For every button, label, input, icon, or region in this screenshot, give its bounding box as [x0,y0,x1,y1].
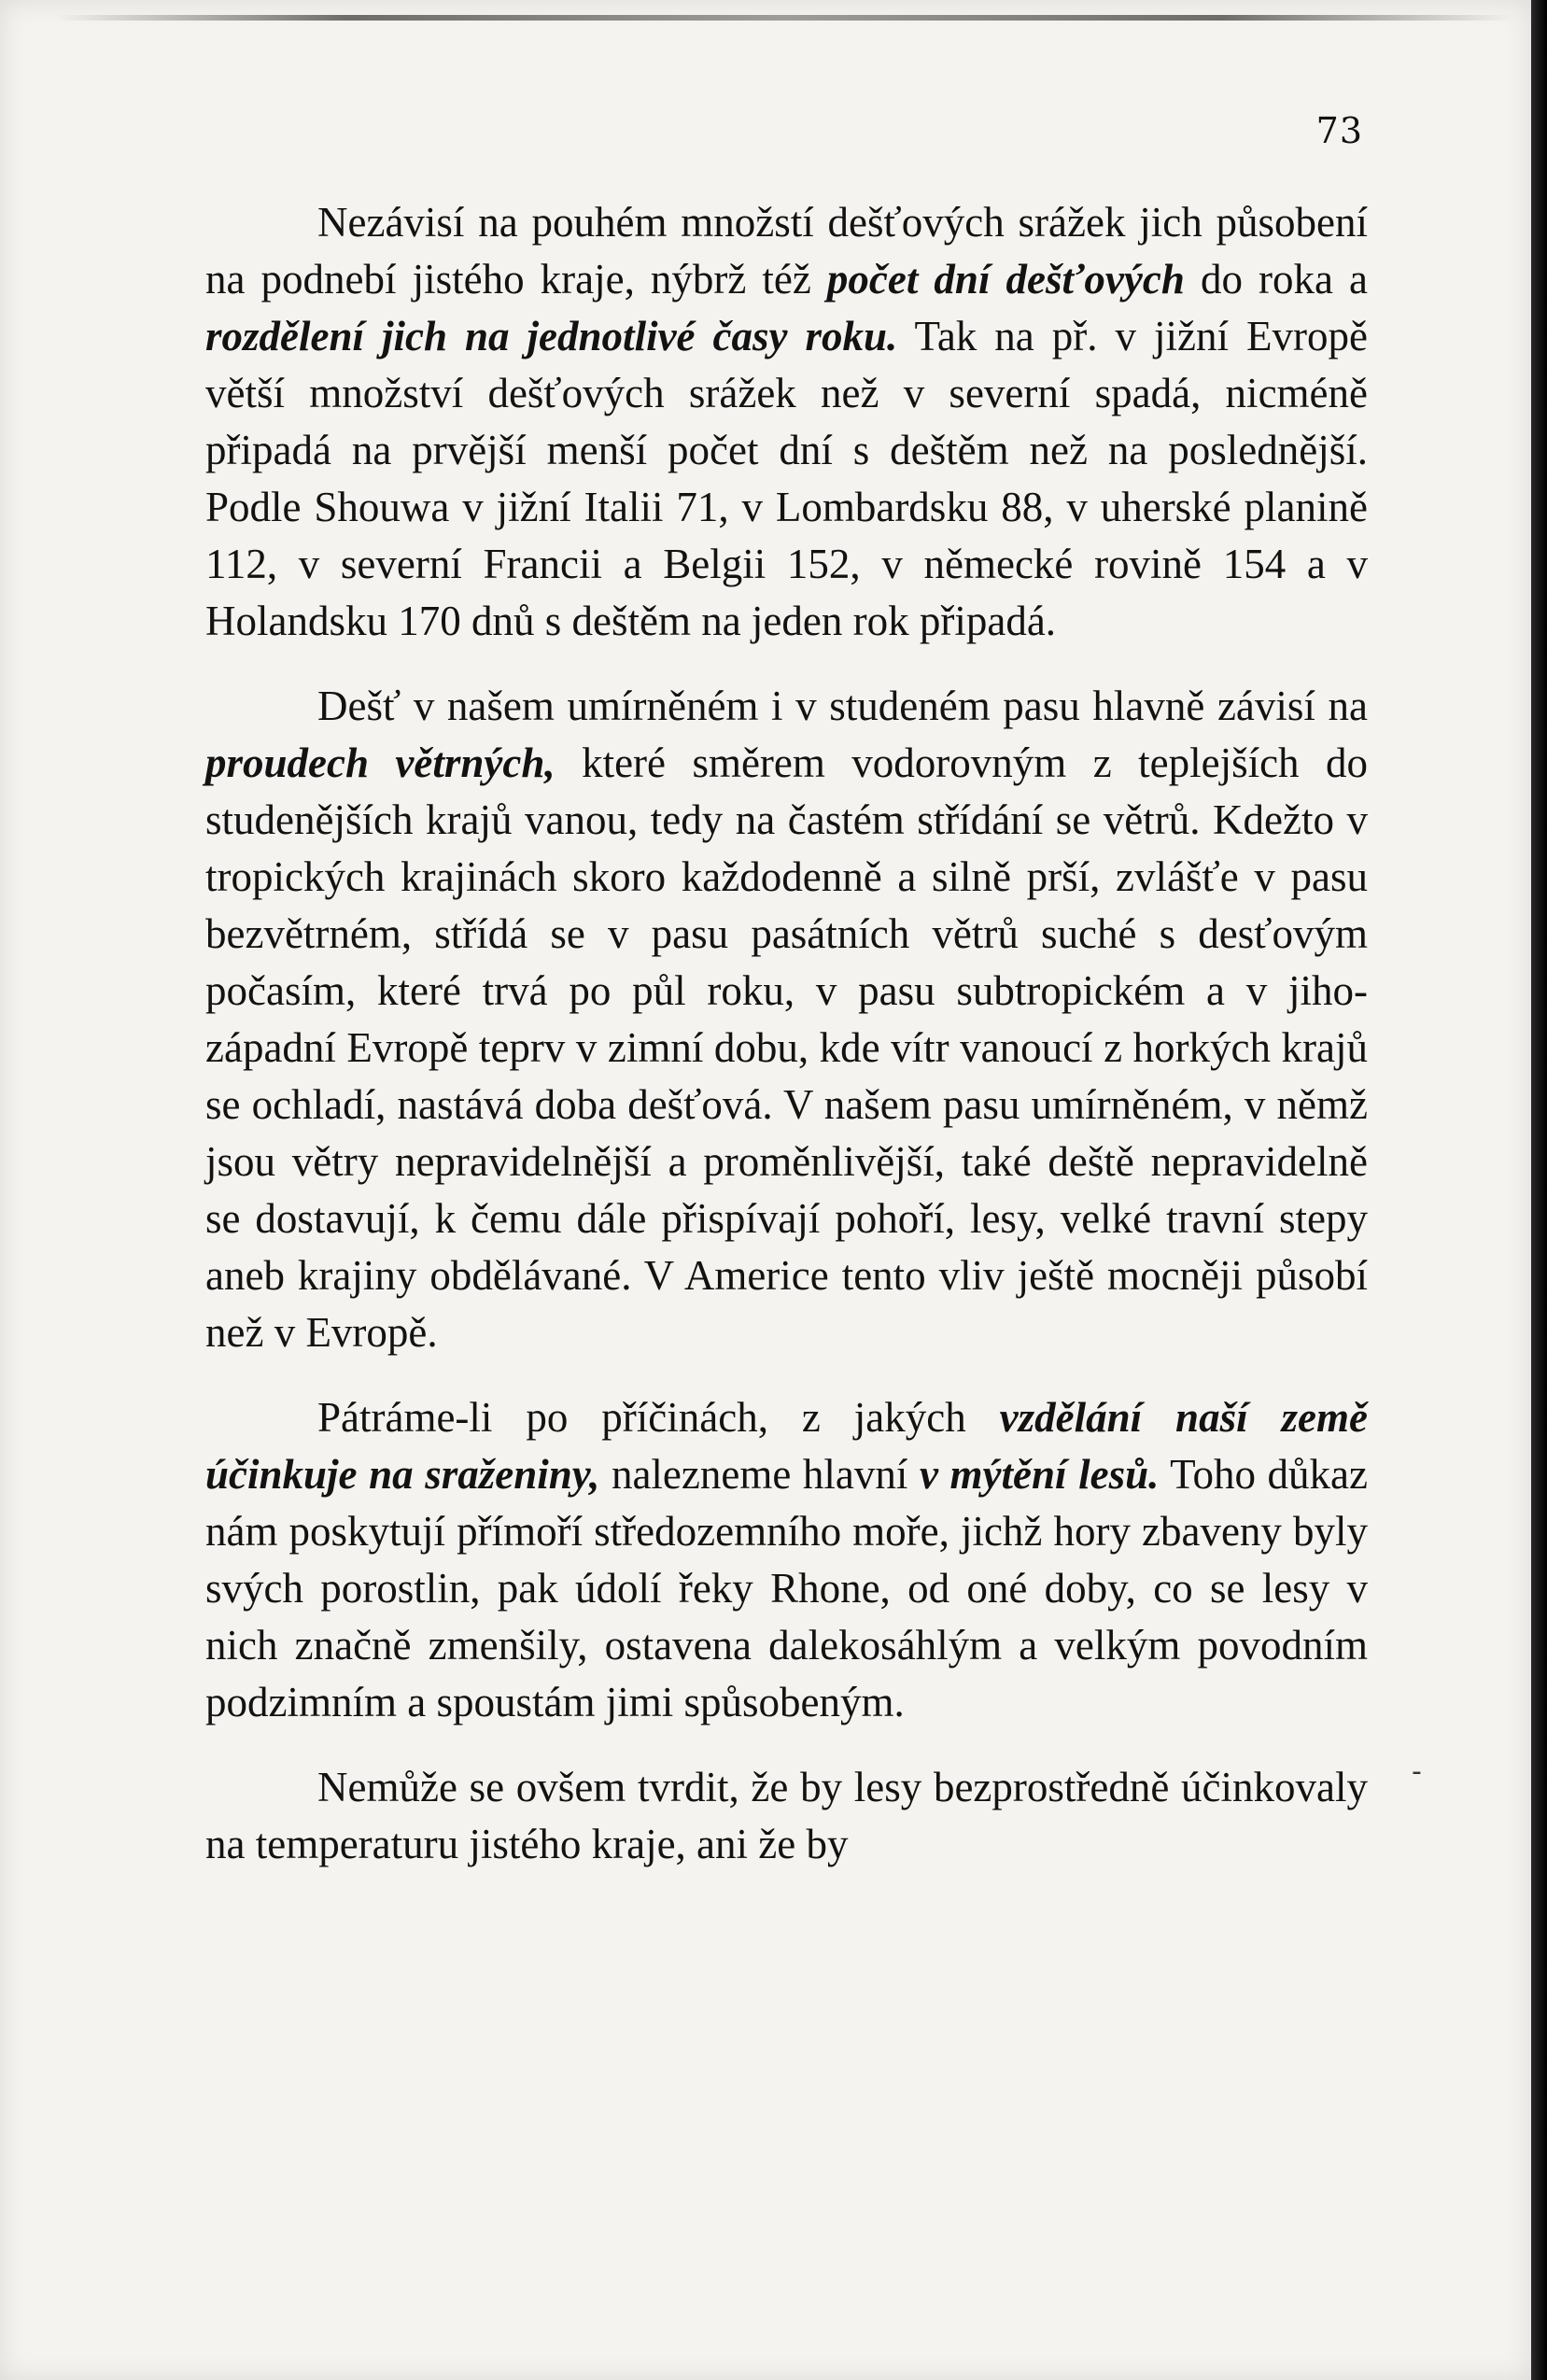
text-segment: nalezneme hlavní [599,1451,920,1498]
text-segment: Toho důkaz nám poskytují přímoří středozemního moře, jichž hory zbaveny byly svých porostlin, pak údolí řeky Rhone, od oné doby, co se lesy v nich značně zmenšily, ostavena dalekosáhlým a velkým povodním podzimním a spoustám jimi spůsobeným. [205,1451,1369,1725]
text-segment: Dešť v našem umírněném i v studeném pasu hlavně závisí na [317,683,1368,729]
emphasized-text: počet dní dešťových [826,256,1185,303]
text-segment: které směrem vodorovným z teplejších do studenějších krajů vanou, tedy na častém střídání se větrů. Kdežto v tropických krajinách skoro každodenně a silně prší, zvlášťe v pasu bezvětrném, střídá se v pasu pasátních větrů suché s desťovým počasím, které trvá po půl roku, v pasu subtropickém a v jiho-západní Evropě teprv v zimní dobu, kde vítr vanoucí z horkých krajů se ochladí, nastává doba dešťová. V našem pasu umírněném, v němž jsou větry nepravidelnější a proměnlivější, také deště nepravidelně se dostavují, k čemu dále přispívají pohoří, lesy, velké travní stepy aneb krajiny obdělávané. V Americe tento vliv ještě mocněji působí než v Evropě. [205,739,1368,1356]
paragraph-4 [205,1759,1368,1873]
body-text [205,194,1368,1901]
page-number: 73 [1315,110,1363,151]
emphasized-text: rozdělení jich na jednotlivé časy roku. [205,313,898,359]
emphasized-text: v mýtění lesů. [919,1451,1160,1498]
top-scan-line [56,15,1512,21]
paragraph-2 [205,678,1368,1361]
emphasized-text: proudech větrných, [205,739,556,786]
paragraph-1 [205,194,1368,650]
paragraph-3 [205,1389,1368,1731]
emphasized-text: vzdělání naší země účinkuje na sraženiny, [205,1394,1368,1498]
page-edge-shadow [1531,0,1547,2380]
text-segment: Tak na př. v jižní Evropě větší množství dešťových srážek než v severní spadá, nicméně připadá na prvější menší počet dní s deštěm než na poslednější. Podle Shouwa v jižní Italii 71, v Lombardsku 88, v uherské planině 112, v severní Francii a Belgii 152, v německé rovině 154 a v Holandsku 170 dnů s deštěm na jeden rok připadá. [205,313,1368,644]
text-segment: Nemůže se ovšem tvrdit, že by lesy bezprostředně účinkovaly na temperaturu jistého kraje, ani že by [205,1764,1368,1867]
margin-dash-mark: - [1412,1755,1422,1788]
text-segment: do roka a [1184,256,1368,303]
text-segment: Nezávisí na pouhém množstí dešťových srážek jich působení na podnebí jistého kraje, nýbrž též [205,199,1368,303]
text-segment: Pátráme-li po příčinách, z jakých [317,1394,1000,1441]
